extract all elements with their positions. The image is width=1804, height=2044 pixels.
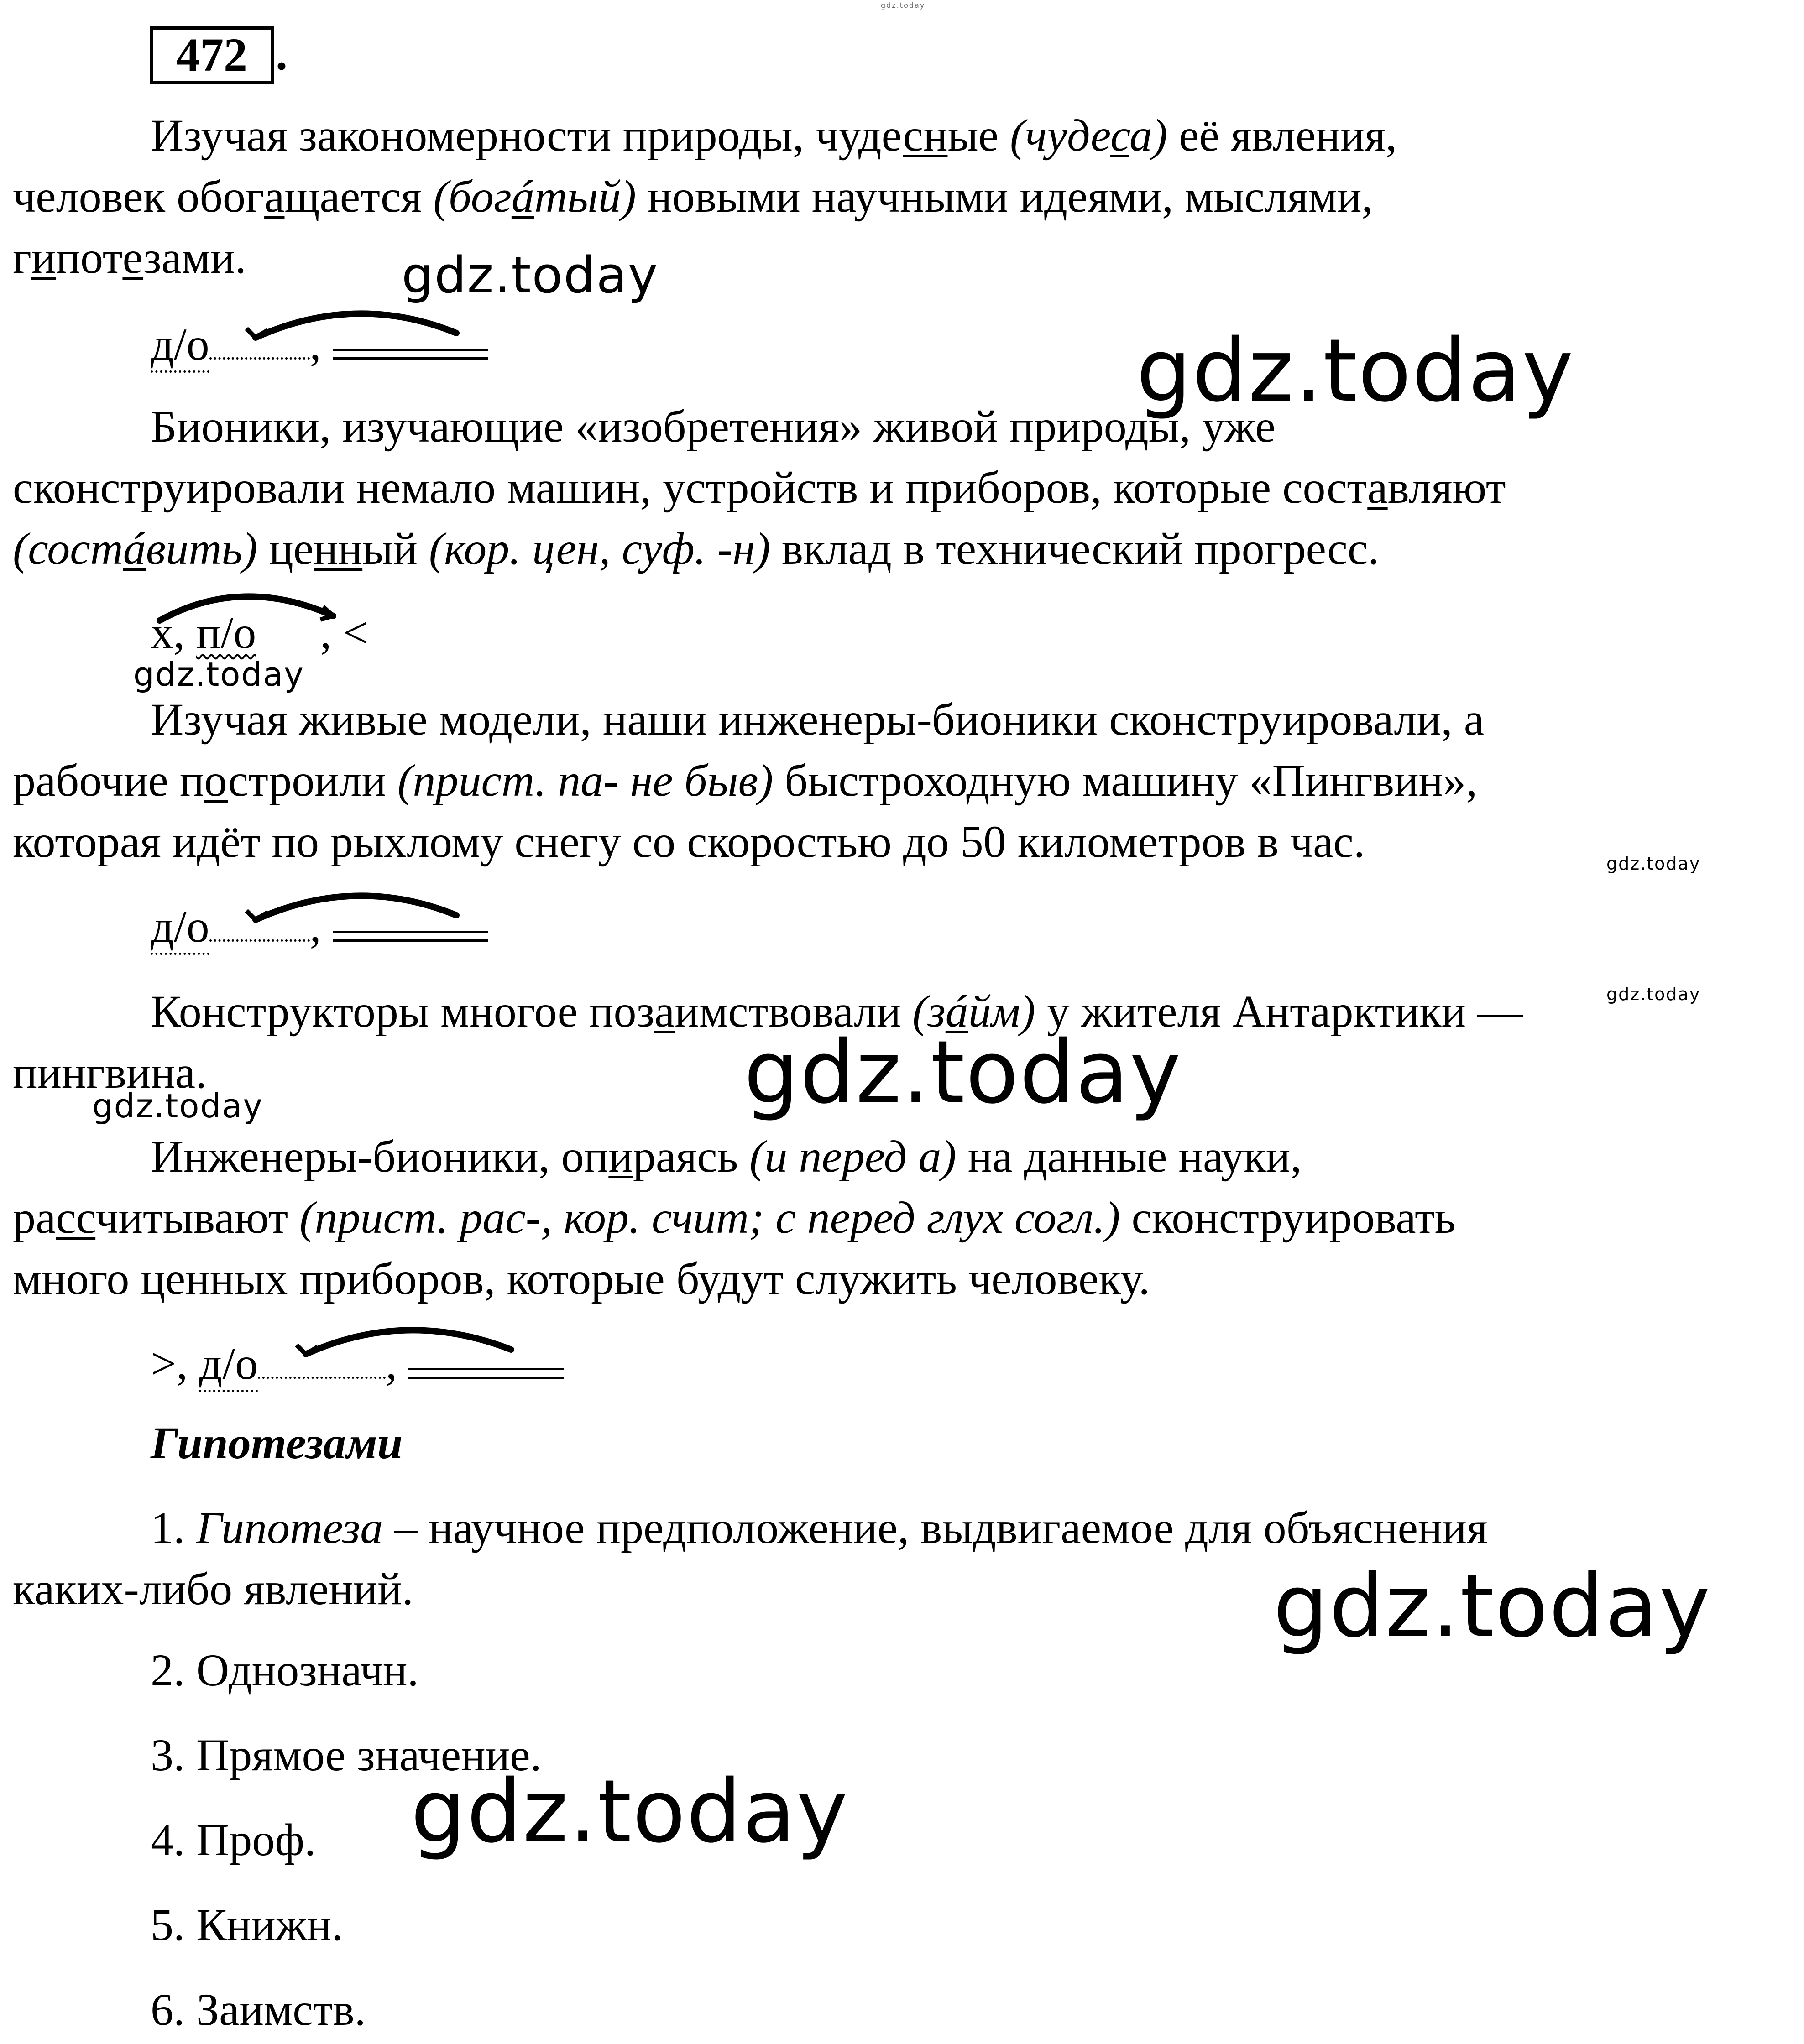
- p3-line1: Изучая живые модели, наши инженеры-бионики сконструировали, а: [151, 694, 1485, 745]
- analysis-item-6: 6. Заимств.: [151, 1984, 366, 2035]
- p2-line1: Бионики, изучающие «изобретения» живой природы, уже: [151, 401, 1276, 452]
- p1-line3: гипотезами.: [13, 232, 246, 283]
- watermark-9: gdz.today: [411, 1761, 849, 1862]
- p1-line1: Изучая закономерности природы, чудесные (чудеса) её явления,: [151, 110, 1397, 161]
- watermark-micro: gdz.today: [881, 1, 926, 10]
- watermark-5: gdz.today: [1606, 984, 1701, 1004]
- analysis-item-2: 2. Однозначн.: [151, 1645, 419, 1695]
- analysis-item-3: 3. Прямое значение.: [151, 1730, 542, 1780]
- p4-line2: пингвина.: [13, 1047, 207, 1098]
- diagram-2-arc: [151, 589, 351, 639]
- watermark-7: gdz.today: [92, 1087, 263, 1125]
- watermark-8: gdz.today: [1273, 1556, 1711, 1657]
- p3-line2: рабочие построили (прист. па- не быв) быстроходную машину «Пингвин»,: [13, 755, 1478, 806]
- watermark-4: gdz.today: [1606, 854, 1701, 874]
- watermark-6: gdz.today: [744, 1022, 1182, 1123]
- diagram-4-arc: [297, 1318, 525, 1372]
- p2-line2: сконструировали немало машин, устройств и приборов, которые составляют: [13, 462, 1506, 513]
- p3-line3: которая идёт по рыхлому снегу со скоростью до 50 километров в час.: [13, 816, 1365, 867]
- diagram-3: д/о ,: [151, 902, 488, 952]
- analysis-item-1: 1. Гипотеза – научное предположение, выдвигаемое для объяснения: [151, 1502, 1488, 1553]
- watermark-2: gdz.today: [1136, 320, 1574, 421]
- diagram-3-arc: [246, 883, 465, 938]
- analysis-item-1-line2: каких-либо явлений.: [13, 1564, 413, 1614]
- p4-line1: Конструкторы многое позаимствовали (зáйм) у жителя Антарктики —: [151, 986, 1523, 1037]
- p1-line2: человек обогащается (богáтый) новыми научными идеями, мыслями,: [13, 171, 1373, 222]
- watermark-3: gdz.today: [133, 655, 304, 694]
- diagram-1-arc: [246, 301, 465, 356]
- analysis-item-5: 5. Книжн.: [151, 1899, 343, 1950]
- exercise-number-dot: .: [276, 27, 288, 80]
- exercise-number: 472: [150, 26, 274, 84]
- p5-line3: много ценных приборов, которые будут служить человеку.: [13, 1253, 1150, 1304]
- watermark-1: gdz.today: [402, 246, 659, 304]
- analysis-item-4: 4. Проф.: [151, 1815, 316, 1865]
- diagram-1: д/о ,: [151, 319, 488, 370]
- analysis-heading: Гипотезами: [151, 1418, 403, 1468]
- p5-line1: Инженеры-бионики, опираясь (и перед а) на данные науки,: [151, 1131, 1302, 1182]
- diagram-2: х, п/о , <: [151, 607, 369, 658]
- p5-line2: рассчитывают (прист. рас-, кор. счит; с перед глух согл.) сконструировать: [13, 1192, 1456, 1243]
- diagram-4: >, д/о ,: [151, 1339, 564, 1389]
- p2-line3: (состáвить) ценный (кор. цен, суф. -н) вклад в технический прогресс.: [13, 523, 1380, 574]
